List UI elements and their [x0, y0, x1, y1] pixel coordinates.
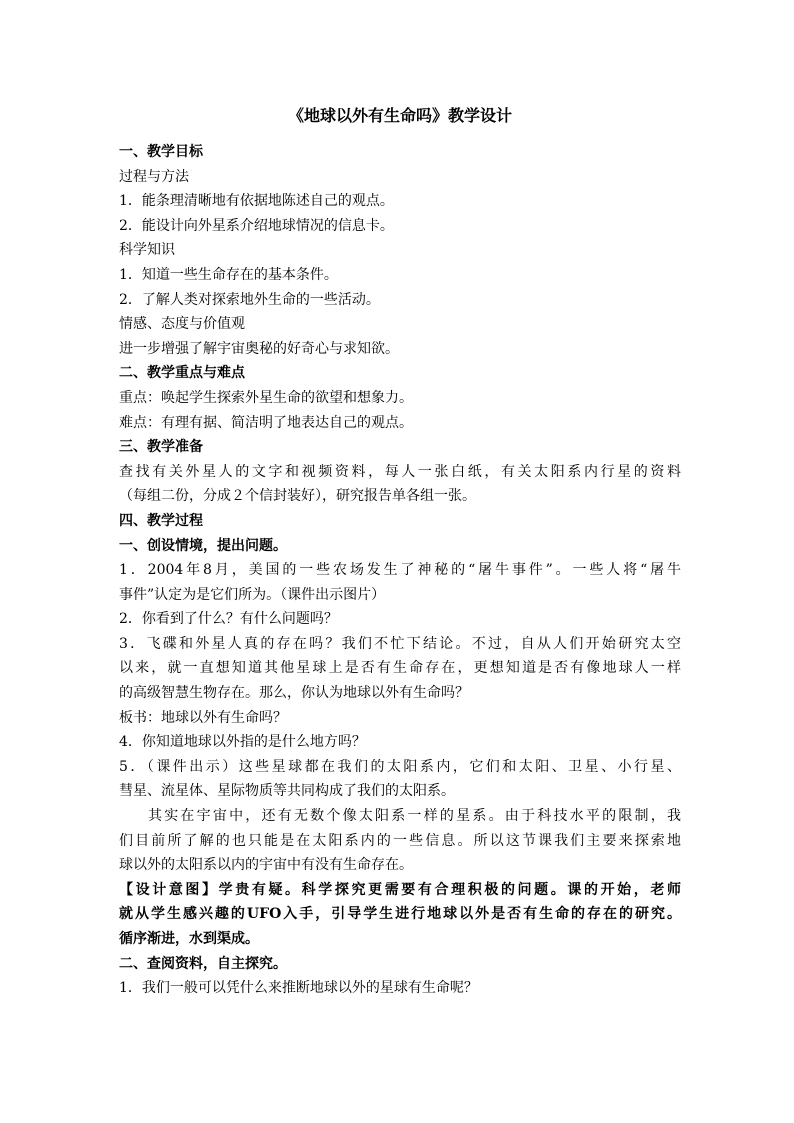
subheading-attitude-values: 情感、态度与价值观: [119, 316, 245, 333]
paragraph-line: 1．我们一般可以凭什么来推断地球以外的星球有生命呢？: [119, 980, 478, 997]
design-intent-line: 循序渐进，水到渠成。: [119, 931, 259, 947]
paragraph-line: 进一步增强了解宇宙奥秘的好奇心与求知欲。: [119, 340, 399, 357]
paragraph-line: 彗星、流星体、星际物质等共同构成了我们的太阳系。: [119, 783, 455, 800]
document-title: 《地球以外有生命吗》教学设计: [287, 106, 512, 125]
paragraph-line: 2．你看到了什么？有什么问题吗？: [119, 611, 338, 628]
paragraph-line: 其实在宇宙中，还有无数个像太阳系一样的星系。由于科技水平的限制，我: [148, 808, 681, 825]
section-heading-process: 四、教学过程: [119, 512, 203, 529]
paragraph-line: 3．飞碟和外星人真的存在吗？我们不忙下结论。不过，自从人们开始研究太空: [119, 635, 681, 652]
design-intent-line: 就从学生感兴趣的UFO入手，引导学生进行地球以外是否有生命的存在的研究。: [119, 906, 681, 923]
paragraph-line: 球以外的太阳系以内的宇宙中有没有生命存在。: [119, 857, 413, 874]
paragraph-line: 1．2004年8月，美国的一些农场发生了神秘的“屠牛事件”。一些人将“屠牛: [119, 562, 681, 579]
paragraph-line: 1．知道一些生命存在的基本条件。: [119, 266, 338, 283]
document-page: [119, 104, 681, 1001]
paragraph-line: 4．你知道地球以外指的是什么地方吗？: [119, 734, 366, 751]
paragraph-line: 难点：有理有据、简洁明了地表达自己的观点。: [119, 414, 413, 431]
paragraph-line: 的高级智慧生物存在。那么，你认为地球以外有生命吗？: [119, 685, 469, 702]
subsection-heading-situation: 一、创设情境，提出问题。: [119, 537, 287, 554]
paragraph-line: 2．能设计向外星系介绍地球情况的信息卡。: [119, 217, 394, 234]
section-heading-key-points: 二、教学重点与难点: [119, 365, 245, 382]
paragraph-line: 们目前所了解的也只能是在太阳系内的一些信息。所以这节课我们主要来探索地: [119, 832, 681, 849]
paragraph-line: 2．了解人类对探索地外生命的一些活动。: [119, 291, 380, 308]
subheading-science-knowledge: 科学知识: [119, 242, 175, 259]
design-intent-line: 【设计意图】学贵有疑。科学探究更需要有合理积极的问题。课的开始，老师: [119, 881, 681, 898]
paragraph-line: （每组二份，分成２个信封装好），研究报告单各组一张。: [119, 488, 476, 505]
paragraph-line: 5．（课件出示）这些星球都在我们的太阳系内，它们和太阳、卫星、小行星、: [119, 758, 681, 775]
blackboard-note: 板书：地球以外有生命吗？: [119, 709, 287, 726]
paragraph-line: 重点：唤起学生探索外星生命的欲望和想象力。: [119, 389, 413, 406]
subsection-heading-research: 二、查阅资料，自主探究。: [119, 955, 287, 972]
paragraph-line: 查找有关外星人的文字和视频资料，每人一张白纸，有关太阳系内行星的资料: [119, 463, 681, 480]
paragraph-line: 以来，就一直想知道其他星球上是否有生命存在，更想知道是否有像地球人一样: [119, 660, 681, 677]
subheading-process-methods: 过程与方法: [119, 168, 189, 185]
section-heading-objectives: 一、教学目标: [119, 144, 203, 160]
section-heading-preparation: 三、教学准备: [119, 439, 203, 456]
paragraph-line: 1．能条理清晰地有依据地陈述自己的观点。: [119, 193, 394, 210]
paragraph-line: 事件”认定为是它们所为。（课件出示图片）: [119, 586, 386, 603]
